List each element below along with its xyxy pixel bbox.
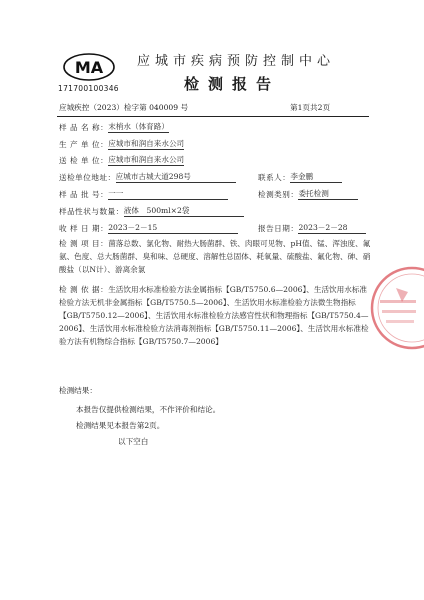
contact-label: 联系人： [258, 173, 291, 182]
contact-row [258, 172, 342, 183]
official-seal [366, 258, 424, 358]
address-row [59, 172, 236, 183]
address-label: 送检单位地址： [59, 173, 116, 182]
cert-code: 171700100346 [58, 84, 119, 93]
document-number: 应城疾控（2023）检字第 040009 号 [59, 103, 189, 112]
items-text: 菌落总数、氯化物、耐热大肠菌群、铁、肉眼可见物、pH值、锰、浑浊度、氟氨、色度、总大肠菌群、臭和味、总硬度、溶解性总固体、耗氧量、硫酸盐、氟化物、砷、硝酸盐（以N计）、游离余氯 [59, 239, 371, 274]
manufacturer: 应城市和润自来水公司 [108, 139, 185, 148]
batch: 一一 [108, 189, 228, 200]
state-row [59, 206, 244, 217]
test-basis [59, 283, 371, 348]
contact: 李金鹏 [290, 172, 342, 183]
manufacturer-row [59, 139, 184, 150]
svg-text:MA: MA [74, 58, 104, 77]
header-divider [57, 116, 369, 117]
blank-below-note: 以下空白 [118, 437, 149, 446]
sample-name-label: 样 品 名 称： [59, 123, 109, 132]
conclusion-line-2: 检测结果见本报告第2页。 [76, 421, 165, 430]
test-type-label: 检测类别： [258, 190, 299, 199]
batch-row [59, 189, 228, 200]
page-info: 第1页共2页 [290, 103, 331, 112]
receive-date: 2023－2－15 [108, 223, 238, 234]
basis-label: 检 测 依 据： [59, 285, 109, 294]
organization-name: 应城市疾病预防控制中心 [136, 54, 335, 69]
test-type: 委托检测 [298, 189, 358, 200]
sample-name-row [59, 122, 169, 133]
report-title: 检测报告 [183, 75, 280, 93]
report-date: 2023－2－28 [298, 223, 366, 234]
submitter: 应城市和润自来水公司 [108, 155, 185, 164]
state-label: 样品性状与数量： [59, 207, 124, 216]
conclusion-label: 检测结果： [59, 386, 97, 395]
test-type-row [258, 189, 358, 200]
manufacturer-label: 生 产 单 位： [59, 140, 109, 149]
conclusion-line-1: 本报告仅提供检测结果，不作评价和结论。 [76, 405, 221, 414]
submitter-label: 送 检 单 位： [59, 156, 109, 165]
report-date-row [258, 223, 366, 234]
sample-state: 液体 500ml×2袋 [124, 206, 244, 217]
items-label: 检 测 项 目： [59, 239, 109, 248]
sample-name: 末梢水（体育路） [108, 122, 169, 131]
report-date-label: 报告日期： [258, 224, 299, 233]
submitter-row [59, 155, 184, 166]
test-items [59, 237, 371, 276]
address: 应城市古城大道298号 [116, 172, 236, 183]
receive-date-label: 收 样 日 期： [59, 224, 109, 233]
receive-date-row [59, 223, 238, 234]
basis-text: 生活饮用水标准检验方法金属指标【GB/T5750.6—2006】、生活饮用水标准检验方法无机非金属指标【GB/T5750.5—2006】、生活饮用水标准检验方法微生物指标【GB/T5750.12—2006】、生活饮用水标准检验方法感官性状和物理指标【GB/T5750.4—2006】、生活饮用水标准检验方法消毒剂指标【GB/T5750.11—2006】、生活饮用水标准检验方法有机物综合指标【GB/T5750.7—2006】 [59, 285, 369, 346]
batch-label: 样 品 批 号： [59, 190, 109, 199]
